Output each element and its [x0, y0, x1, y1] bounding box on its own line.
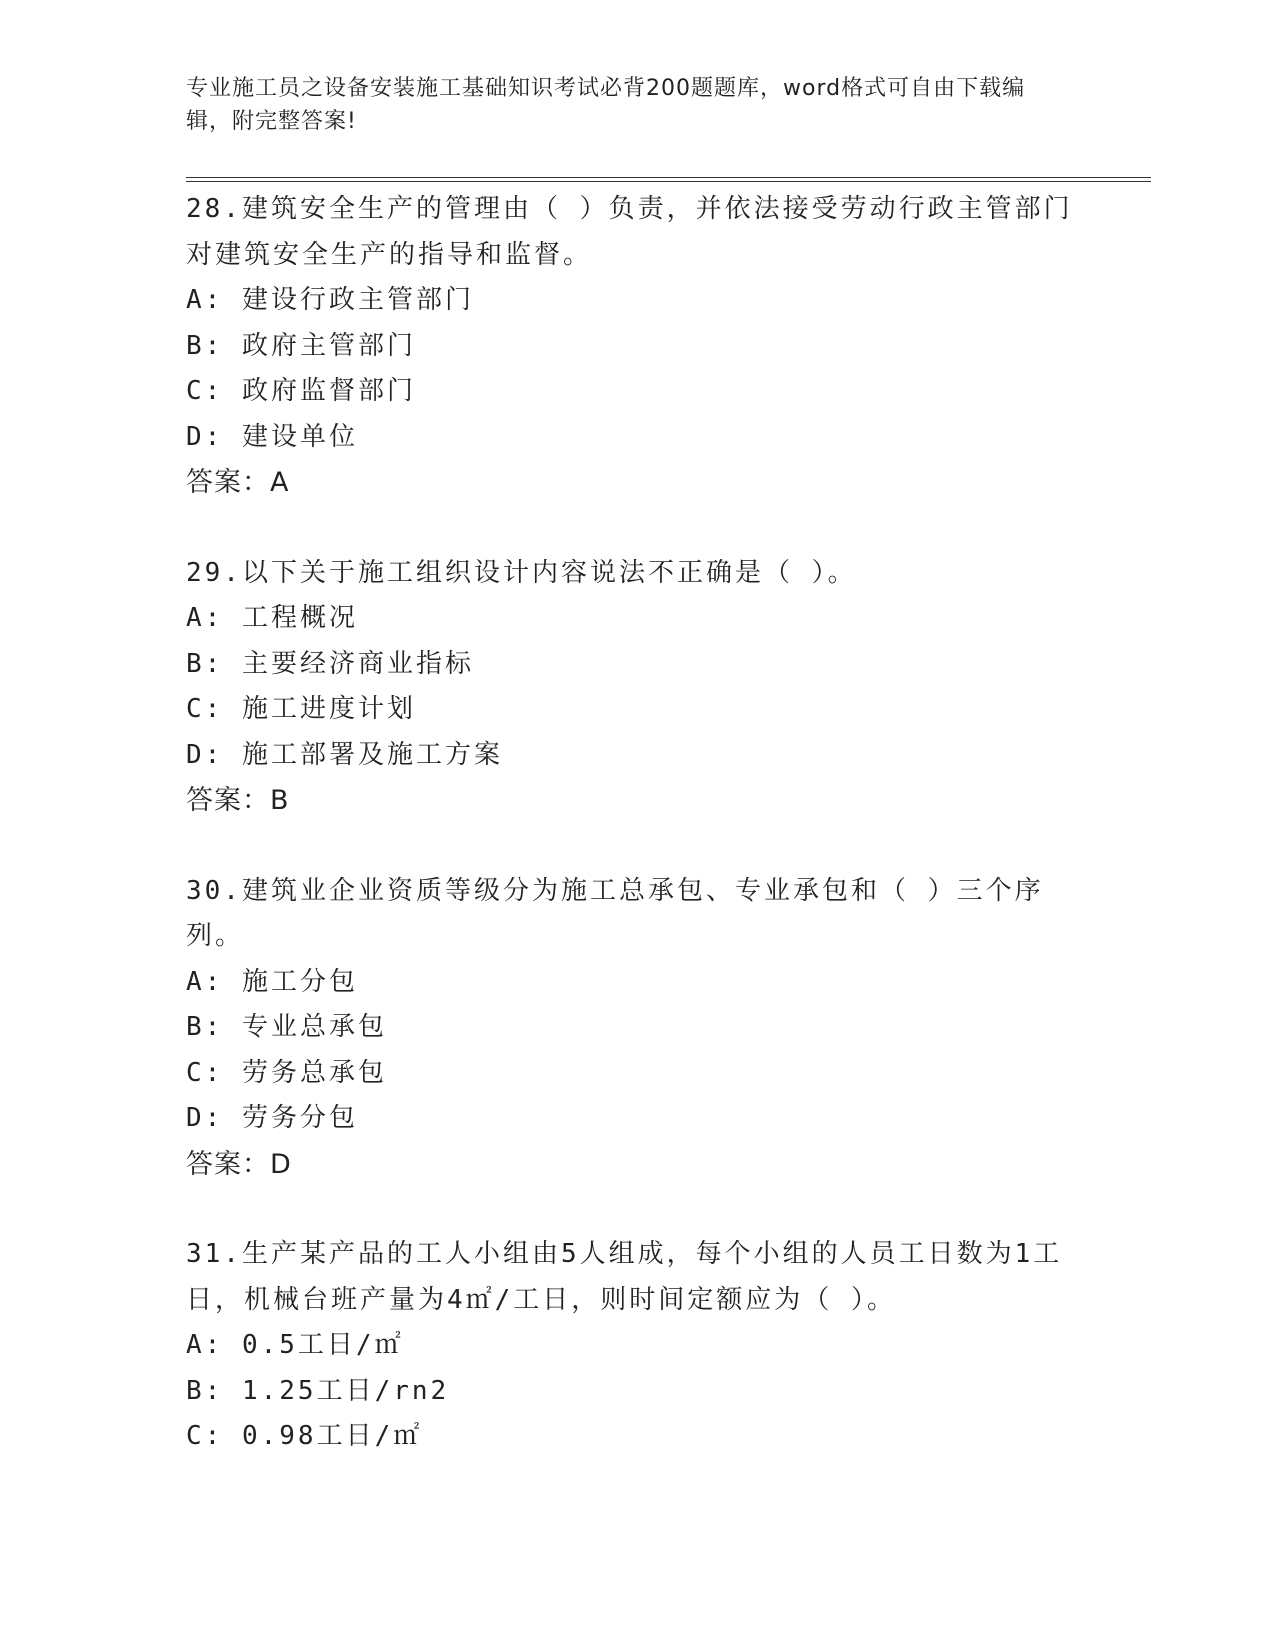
option-d: D: 建设单位	[186, 421, 358, 452]
option-b: B: 1.25工日/rn2	[186, 1375, 450, 1406]
option-c: C: 0.98工日/㎡	[186, 1421, 423, 1451]
question-stem: 30.建筑业企业资质等级分为施工总承包、专业承包和（ ）三个序列。	[186, 875, 1044, 951]
option-d: D: 施工部署及施工方案	[186, 739, 503, 770]
option-b: B: 政府主管部门	[186, 330, 416, 361]
document-header: 专业施工员之设备安装施工基础知识考试必背200题题库，word格式可自由下载编辑，附完整答案!	[186, 76, 1026, 134]
option-a: A: 0.5工日/㎡	[186, 1330, 404, 1360]
question-stem: 28.建筑安全生产的管理由（ ）负责，并依法接受劳动行政主管部门对建筑安全生产的指导和监督。	[186, 194, 1073, 270]
option-c: C: 政府监督部门	[186, 376, 416, 406]
answer: 答案：B	[186, 785, 290, 816]
option-b: B: 主要经济商业指标	[186, 648, 474, 679]
question-list	[186, 187, 1086, 1460]
question-29	[186, 551, 1086, 824]
answer: 答案：D	[186, 1148, 292, 1180]
question-stem: 29.以下关于施工组织设计内容说法不正确是（ ）。	[186, 557, 857, 588]
header-divider-top	[186, 177, 1151, 178]
question-30	[186, 869, 1086, 1188]
option-a: A: 施工分包	[186, 966, 358, 997]
option-c: C: 劳务总承包	[186, 1057, 387, 1088]
question-28	[186, 187, 1086, 506]
option-c: C: 施工进度计划	[186, 694, 416, 724]
question-stem: 31.生产某产品的工人小组由5人组成，每个小组的人员工日数为1工日，机械台班产量为4㎡/工日，则时间定额应为（ ）。	[186, 1239, 1063, 1315]
question-31	[186, 1232, 1086, 1460]
answer: 答案：A	[186, 467, 290, 498]
option-a: A: 建设行政主管部门	[186, 285, 474, 315]
option-b: B: 专业总承包	[186, 1012, 387, 1042]
option-d: D: 劳务分包	[186, 1103, 358, 1133]
option-a: A: 工程概况	[186, 603, 358, 633]
header-divider-bottom	[186, 181, 1151, 182]
